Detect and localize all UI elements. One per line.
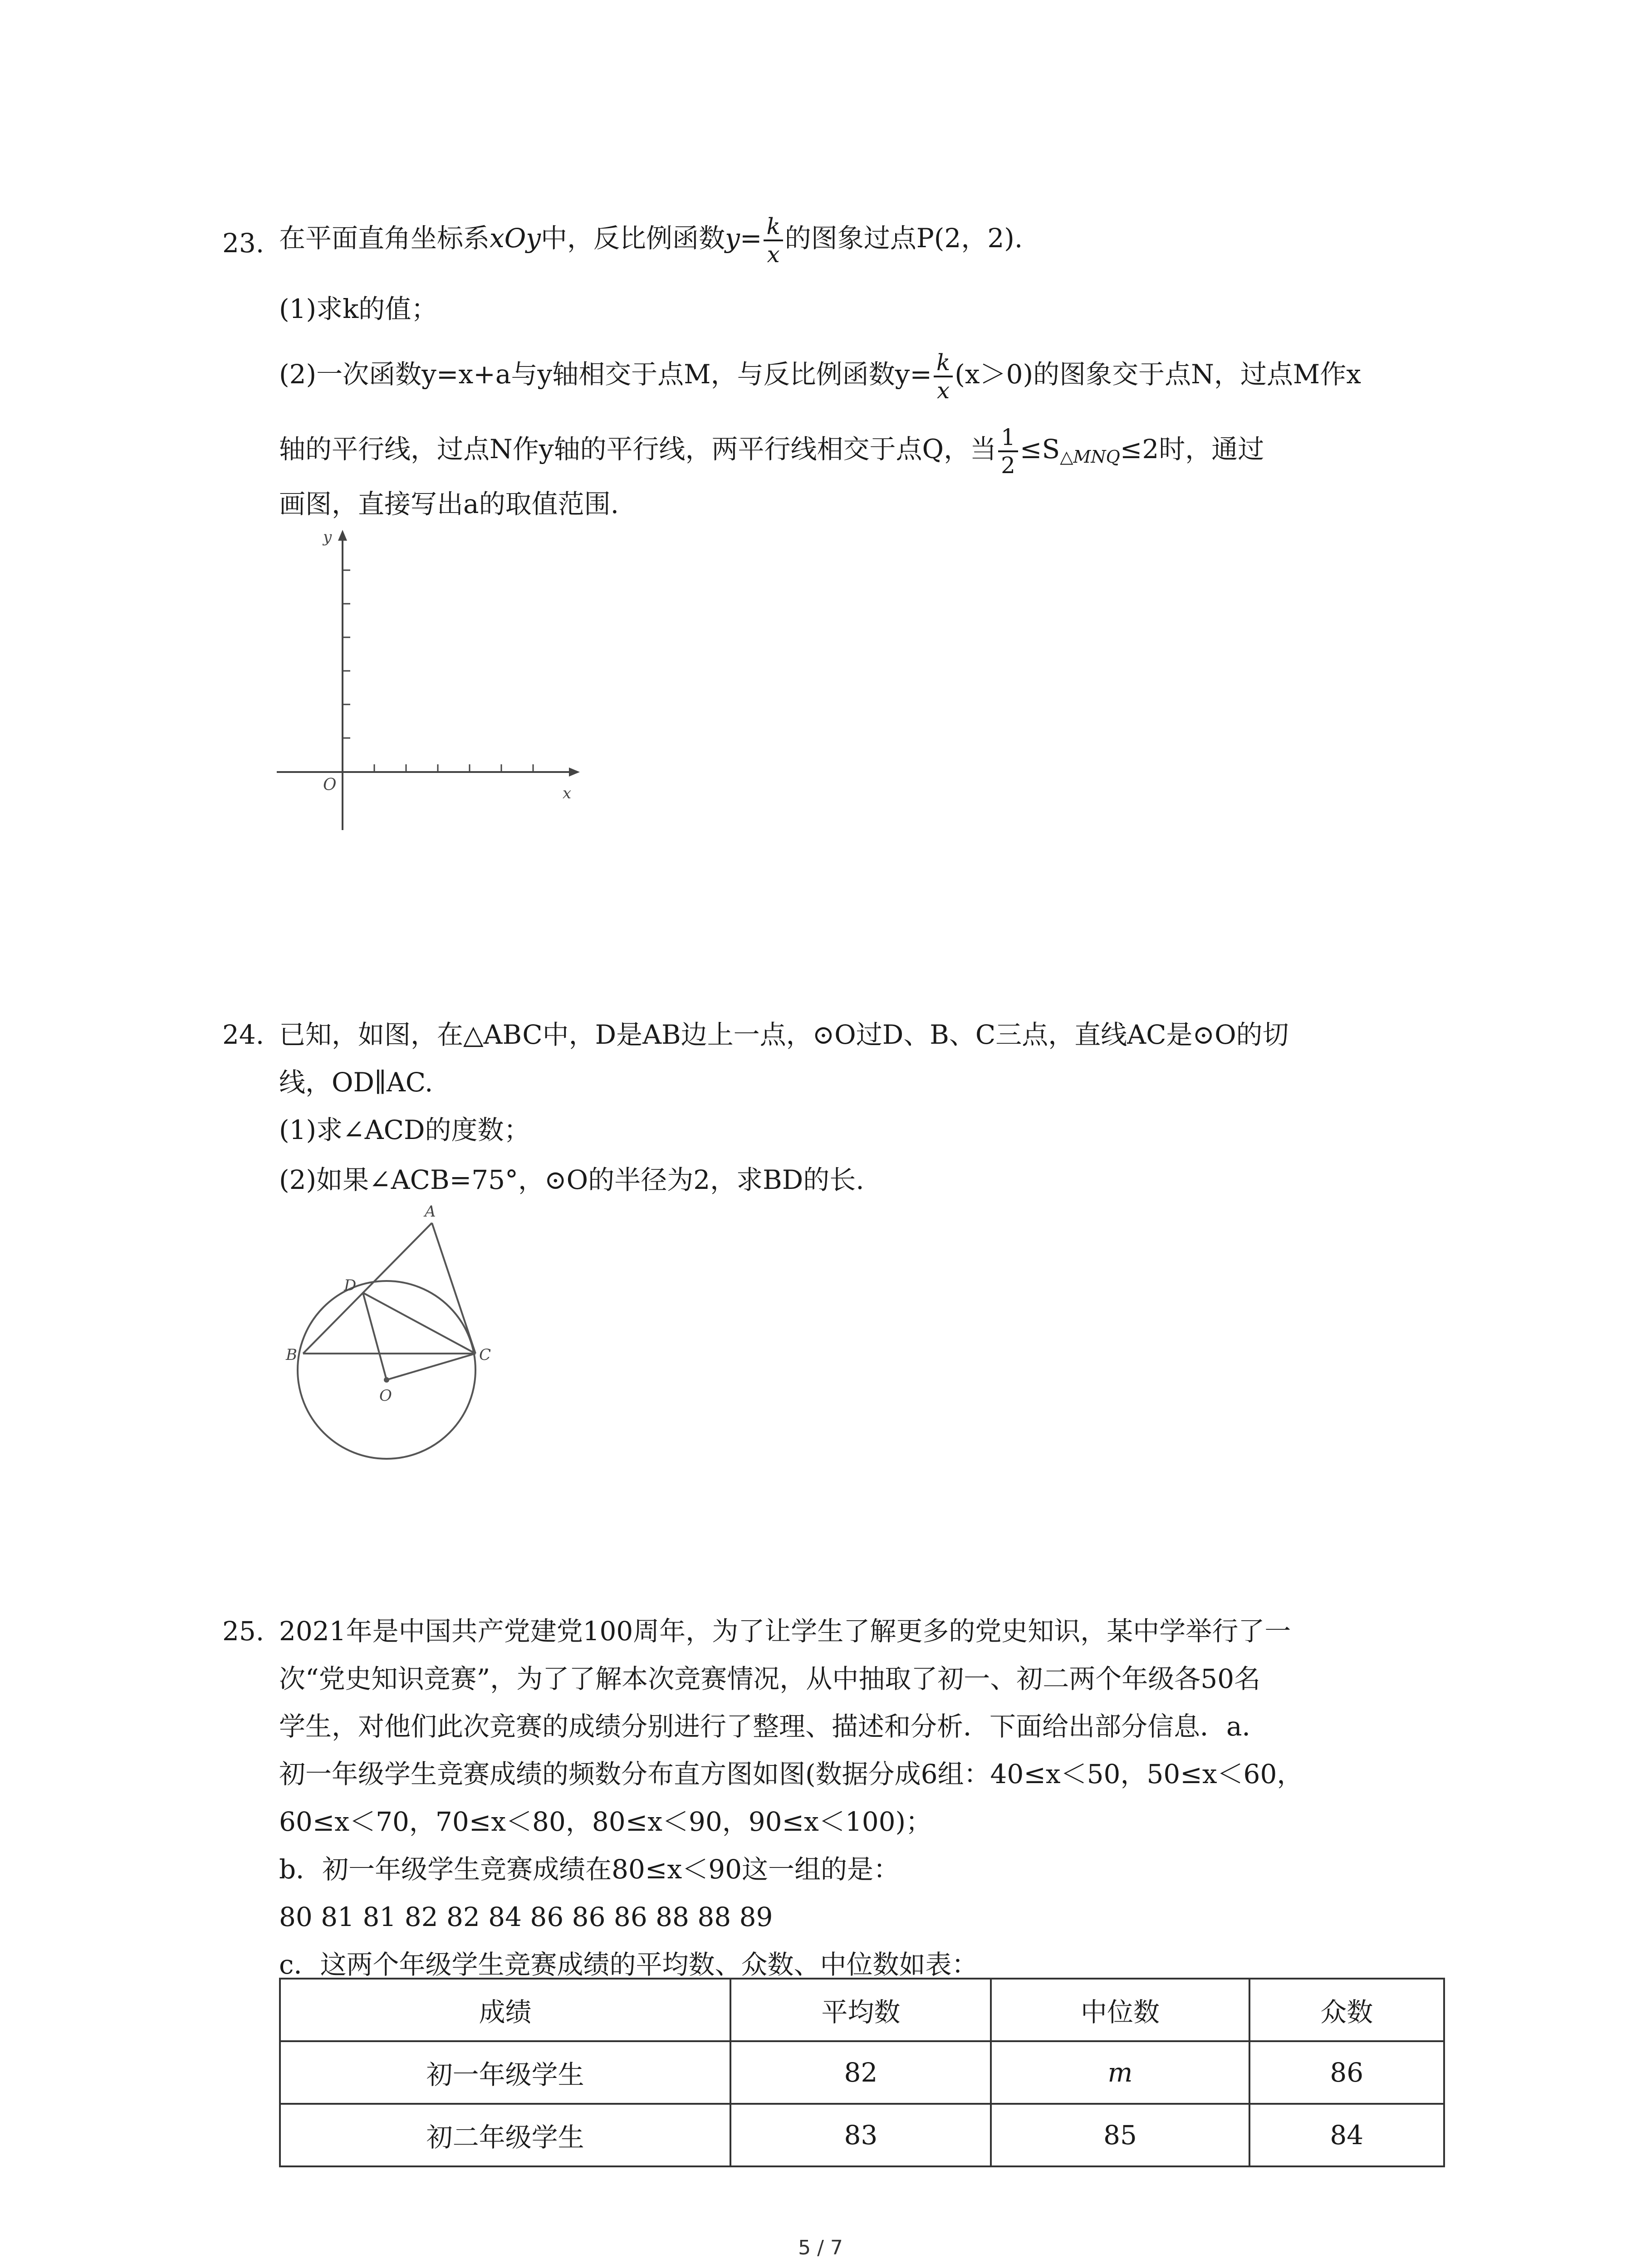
q23-stem: [279, 213, 1023, 268]
table-header-row: [280, 1979, 1444, 2041]
q23-half-num: 1: [998, 424, 1018, 452]
page-number: 5 / 7: [798, 2236, 843, 2259]
q25-score-table: [279, 1978, 1445, 2167]
table-cell: 初二年级学生: [280, 2104, 730, 2166]
y-axis-ticks: [343, 570, 350, 738]
label-o: O: [379, 1387, 392, 1405]
q24-part2: (2)如果∠ACB=75°，⊙O的半径为2，求BD的长.: [279, 1164, 864, 1195]
q24-line2: 线，OD∥AC.: [279, 1067, 433, 1098]
segment-ba: [303, 1223, 432, 1354]
q23-area-subscript: △MNQ: [1060, 447, 1120, 467]
q25-line-8: c．这两个年级学生竞赛成绩的平均数、众数、中位数如表：: [279, 1949, 978, 1980]
table-header-cell: 成绩: [280, 1979, 730, 2041]
label-c: C: [479, 1346, 491, 1364]
table-cell: 86: [1249, 2041, 1444, 2104]
table-header-cell: 平均数: [730, 1979, 991, 2041]
q23-fraction-k-over-x: [764, 213, 783, 268]
table-cell: 83: [730, 2104, 991, 2166]
q23-stem-b: 中，反比例函数: [541, 223, 725, 254]
q23-fraction-half: [998, 424, 1018, 479]
q23-point: P(2，2).: [916, 223, 1023, 254]
q24-part1: (1)求∠ACD的度数；: [279, 1114, 530, 1145]
q25-line-1: 2021年是中国共产党建党100周年，为了让学生了解更多的党史知识，某中学举行了一: [279, 1616, 1291, 1647]
table-cell: 85: [991, 2104, 1249, 2166]
q23-stem-var: xOy: [490, 223, 541, 254]
table-row: [280, 2104, 1444, 2166]
q24-number: 24.: [222, 1019, 265, 1050]
q25-line-4: 初一年级学生竞赛成绩的频数分布直方图如图(数据分成6组：40≤x＜50，50≤x＜60，: [279, 1759, 1303, 1789]
q25-line-3: 学生，对他们此次竞赛的成绩分别进行了整理、描述和分析．下面给出部分信息．a．: [279, 1711, 1269, 1742]
table-cell: m: [991, 2041, 1249, 2104]
origin-label: O: [323, 776, 337, 794]
q25-line-6: b．初一年级学生竞赛成绩在80≤x＜90这一组的是：: [279, 1854, 900, 1885]
q23-part2-line1: [279, 349, 1361, 404]
q23-frac-num: k: [764, 213, 783, 241]
q23-p2-line2-b: ≤S: [1019, 434, 1060, 465]
q25-line-2: 次“党史知识竞赛”，为了了解本次竞赛情况，从中抽取了初一、初二两个年级各50名: [279, 1663, 1261, 1694]
q25-line-5: 60≤x＜70，70≤x＜80，80≤x＜90，90≤x＜100)；: [279, 1806, 932, 1837]
q23-p2-line1-b: (x＞0)的图象交于点N，过点M作x: [955, 359, 1361, 390]
q23-half-den: 2: [1001, 452, 1015, 479]
y-axis-arrow-icon: [338, 530, 347, 541]
label-b: B: [286, 1346, 297, 1364]
q23-p2-line2-c: ≤2时，通过: [1120, 434, 1264, 465]
table-cell: 82: [730, 2041, 991, 2104]
label-a: A: [425, 1202, 436, 1221]
table-cell: 初一年级学生: [280, 2041, 730, 2104]
table-header-cell: 中位数: [991, 1979, 1249, 2041]
table-cell: 84: [1249, 2104, 1444, 2166]
q23-coordinate-axes: [272, 522, 590, 839]
q23-fraction-k-over-x-2: [934, 349, 953, 404]
q23-frac-den: x: [767, 241, 780, 268]
center-point-o: [384, 1377, 389, 1383]
q23-frac2-num: k: [934, 349, 953, 377]
circle-o: [298, 1281, 475, 1459]
x-axis-arrow-icon: [569, 767, 580, 777]
q23-frac2-den: x: [936, 377, 950, 404]
q23-p2-line2-a: 轴的平行线，过点N作y轴的平行线，两平行线相交于点Q，当: [279, 434, 997, 465]
q23-func-y: y=: [725, 223, 762, 254]
q24-line1: 已知，如图，在△ABC中，D是AB边上一点，⊙O过D、B、C三点，直线AC是⊙O的切: [279, 1019, 1289, 1050]
table-header-cell: 众数: [1249, 1979, 1444, 2041]
table-row: [280, 2041, 1444, 2104]
q25-line-7: 80 81 81 82 82 84 86 86 86 88 88 89: [279, 1901, 773, 1932]
y-axis-label: y: [323, 528, 332, 546]
q23-part2-line3: 画图，直接写出a的取值范围.: [279, 489, 619, 519]
x-axis-ticks: [374, 764, 533, 772]
q23-part1: (1)求k的值；: [279, 293, 438, 324]
q23-number: 23.: [222, 228, 265, 259]
q23-stem-a: 在平面直角坐标系: [279, 223, 490, 254]
x-axis-label: x: [563, 784, 572, 802]
q23-p2-line1-a: (2)一次函数y=x+a与y轴相交于点M，与反比例函数y=: [279, 359, 932, 390]
segment-do: [363, 1293, 387, 1380]
label-d: D: [344, 1276, 357, 1295]
q23-part2-line2: [279, 424, 1264, 479]
segment-oc: [387, 1354, 475, 1380]
q25-number: 25.: [222, 1616, 265, 1647]
q23-stem-c: 的图象过点: [784, 223, 916, 254]
q24-circle-figure: [272, 1198, 508, 1479]
